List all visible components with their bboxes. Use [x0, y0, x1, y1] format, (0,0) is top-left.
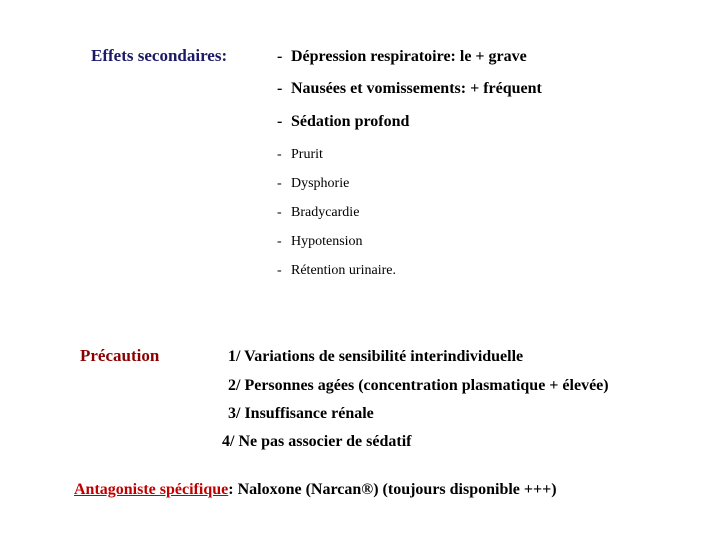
effet-item	[277, 176, 349, 192]
effet-item-text: Dépression respiratoire: le + grave	[291, 48, 527, 65]
list-dash: -	[277, 80, 283, 97]
effet-item-text: Prurit	[291, 147, 323, 162]
antagoniste-text: Naloxone (Narcan®) (toujours disponible +++)	[233, 481, 557, 498]
effet-item-text: Sédation profond	[291, 113, 410, 130]
list-dash: -	[277, 147, 282, 162]
list-dash: -	[277, 113, 283, 130]
list-dash: -	[277, 176, 282, 191]
effet-item	[277, 234, 363, 250]
list-dash: -	[277, 263, 282, 278]
effet-item-text: Bradycardie	[291, 205, 360, 220]
list-dash: -	[277, 234, 282, 249]
effet-item	[277, 80, 542, 98]
precaution-title: Précaution	[80, 346, 160, 365]
antagoniste-separator: :	[228, 481, 234, 498]
effet-item-text: Hypotension	[291, 234, 363, 249]
effet-item-text: Rétention urinaire.	[291, 263, 396, 278]
effet-item	[277, 205, 359, 221]
antagoniste-line	[74, 481, 557, 499]
effet-item	[277, 48, 527, 66]
precaution-item: 1/ Variations de sensibilité interindividuelle	[228, 348, 524, 365]
precaution-item: 4/ Ne pas associer de sédatif	[222, 433, 412, 450]
effet-item	[277, 147, 323, 163]
precaution-item: 2/ Personnes agées (concentration plasmatique + élevée)	[228, 377, 609, 394]
effet-item	[277, 263, 396, 279]
effet-item	[277, 113, 409, 131]
effet-item-text: Nausées et vomissements: + fréquent	[291, 80, 542, 97]
effets-secondaires-title: Effets secondaires:	[91, 46, 228, 65]
list-dash: -	[277, 48, 283, 65]
antagoniste-label: Antagoniste spécifique	[74, 481, 229, 498]
effet-item-text: Dysphorie	[291, 176, 350, 191]
list-dash: -	[277, 205, 282, 220]
precaution-item: 3/ Insuffisance rénale	[228, 405, 374, 422]
